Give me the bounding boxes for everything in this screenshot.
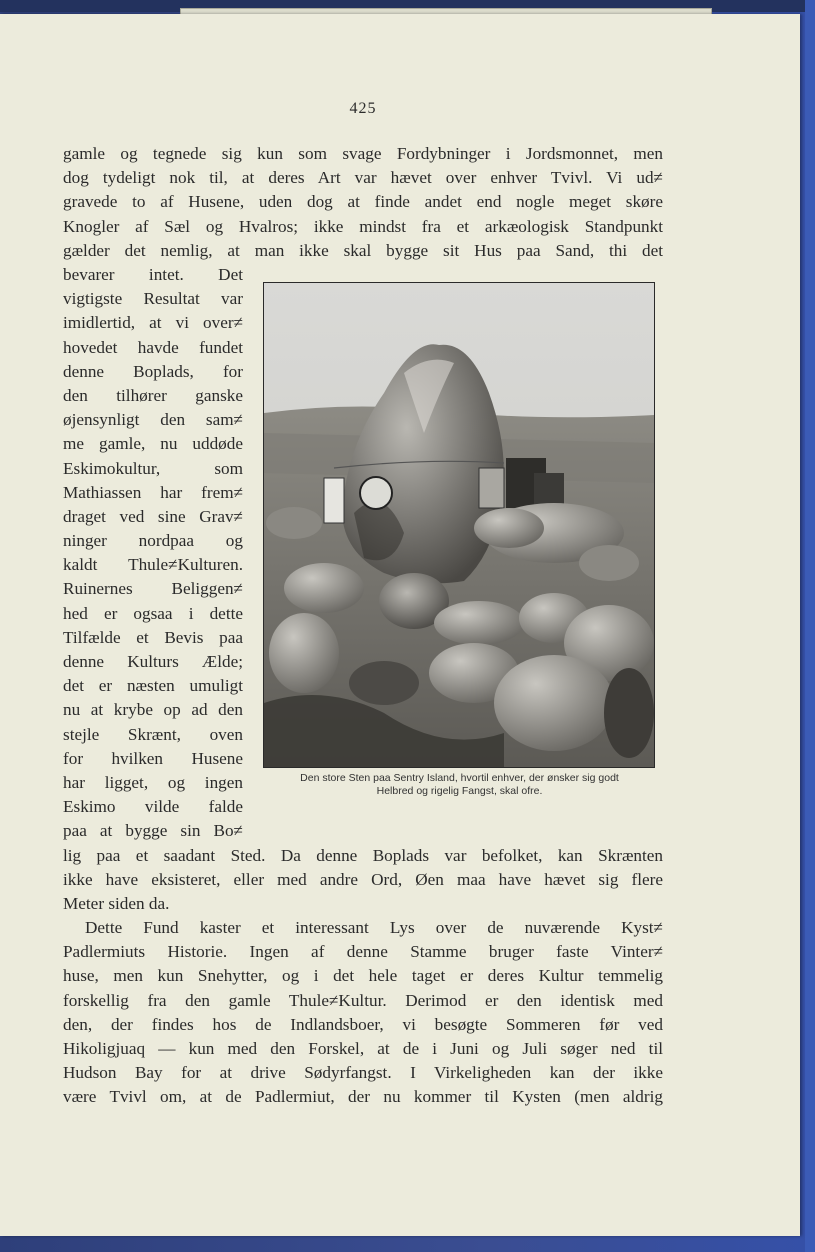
text-line: Hudson Bay for at drive Sødyrfangst. I Virkeligheden kan der ikke [63,1063,663,1083]
text-line: Mathiassen har frem≠ [63,482,243,502]
text-line: den, der findes hos de Indlandsboer, vi besøgte Sommeren før ved [63,1014,663,1034]
photo-stone-cairn-image [264,283,654,767]
text-line: være Tvivl om, at de Padlermiut, der nu kommer til Kysten (men aldrig [63,1087,663,1107]
book-page [0,14,800,1236]
text-line: denne Boplads, for [63,361,243,381]
text-line: Knogler af Sæl og Hvalros; ikke mindst fra et arkæologisk Standpunkt [63,216,663,236]
text-line: Dette Fund kaster et interessant Lys over de nuværende Kyst≠ [85,918,663,937]
text-line: stejle Skrænt, oven [63,724,243,744]
paragraph-fund [63,916,663,1110]
text-line: dog tydeligt nok til, at deres Art var hævet over enhver Tvivl. Vi ud≠ [63,168,663,188]
text-line: gælder det nemlig, at man ikke skal bygge sit Hus paa Sand, thi det [63,240,663,260]
text-line: Padlermiuts Historie. Ingen af denne Stamme bruger faste Vinter≠ [63,942,663,962]
text-line: nu at krybe op ad den [63,700,243,720]
text-line: denne Kulturs Ælde; [63,652,243,671]
text-line: bevarer intet. Det [63,265,243,284]
text-line: den tilhører ganske [63,385,243,405]
text-line: lig paa et saadant Sted. Da denne Boplads var befolket, kan Skrænten [63,846,663,865]
text-line: gravede to af Husene, uden dog at finde andet end nogle meget skøre [63,192,663,212]
figure-caption [263,772,656,798]
text-line: Tilfælde et Bevis paa [63,627,243,647]
text-line: for hvilken Husene [63,748,243,768]
text-line: hovedet havde fundet [63,337,243,357]
paragraph-continued [63,844,663,917]
text-line: imidlertid, at vi over≠ [63,313,243,333]
text-line: me gamle, nu uddøde [63,434,243,454]
text-line: ninger nordpaa og [63,531,243,551]
text-line: paa at bygge sin Bo≠ [63,821,243,841]
text-line: hed er ogsaa i dette [63,603,243,623]
paragraph-side [63,263,243,844]
page-number: 425 [349,100,377,117]
caption-line: Den store Sten paa Sentry Island, hvortil enhver, der ønsker sig godt [300,772,619,784]
text-line: Eskimokultur, som [63,458,243,478]
caption-line: Helbred og rigelig Fangst, skal ofre. [376,785,543,797]
text-line: draget ved sine Grav≠ [63,506,243,526]
text-line: kaldt Thule≠Kulturen. [63,555,243,575]
text-line: ikke have eksisteret, eller med andre Ord, Øen maa have hævet sig flere [63,870,663,890]
text-line: vigtigste Resultat var [63,289,243,309]
photo-stone-cairn [263,282,655,768]
text-line: Meter siden da. [63,894,170,914]
text-line: Ruinernes Beliggen≠ [63,579,243,599]
text-line: Eskimo vilde falde [63,797,243,817]
text-line: huse, men kun Snehytter, og i det hele taget er deres Kultur temmelig [63,966,663,986]
text-line: Hikoligjuaq — kun med den Forskel, at de i Juni og Juli søger ned til [63,1038,663,1058]
text-line: har ligget, og ingen [63,772,243,792]
text-line: gamle og tegnede sig kun som svage Fordybninger i Jordsmonnet, men [63,144,663,163]
cover-right-edge [805,0,815,1252]
paragraph-top [63,142,663,263]
text-line: øjensynligt den sam≠ [63,410,243,430]
text-line: det er næsten umuligt [63,676,243,696]
text-line: forskellig fra den gamle Thule≠Kultur. Derimod er den identisk med [63,990,663,1010]
